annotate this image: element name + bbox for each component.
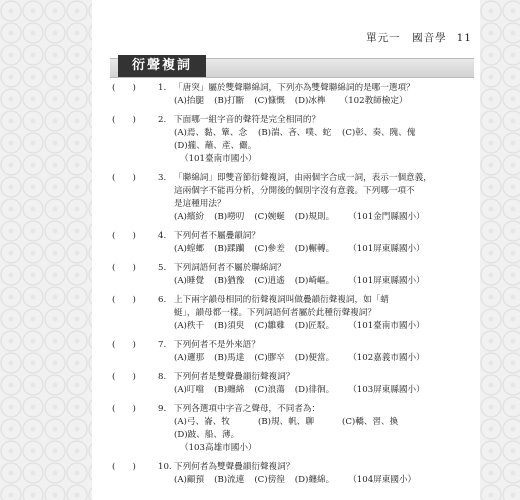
exam-source: （101臺南市國小） xyxy=(348,321,425,331)
answer-option: (D)崎嶇。 xyxy=(294,276,335,286)
answer-option: (B)纏綿 xyxy=(214,385,245,395)
answer-blank: ( ) xyxy=(112,115,136,125)
answer-blank: ( ) xyxy=(112,83,136,93)
question-number: 8. xyxy=(158,372,167,382)
answer-option: (A)繽紛 xyxy=(174,212,205,222)
answer-blank: ( ) xyxy=(112,340,136,350)
answer-option: (A)邏那 xyxy=(174,353,205,363)
decorative-border-left xyxy=(0,0,92,500)
answer-option: (C)雛雞 xyxy=(254,321,285,331)
question-text: 下列各選項中字音之聲母，不同者為： xyxy=(174,404,321,414)
answer-option: (C)彰、奏、隗、傀 xyxy=(342,128,416,138)
answer-blank: ( ) xyxy=(112,173,136,183)
answer-option: (C)膠卒 xyxy=(254,353,285,363)
answer-option: (C)逍遙 xyxy=(254,276,285,286)
question-text: 「唐突」屬於雙聲聯綿詞，下列亦為雙聲聯綿詞的是哪一選項？ xyxy=(174,83,415,93)
answer-option: (B)打斷 xyxy=(214,96,245,106)
answer-option: (A)抬腿 xyxy=(174,96,205,106)
answer-option: (D)跛、船、薄。 xyxy=(174,430,240,440)
answer-option: (A)蝗螂 xyxy=(174,244,205,254)
question-number: 6. xyxy=(158,295,167,305)
answer-option: (A)叮噹 xyxy=(174,385,205,395)
option-list xyxy=(174,352,474,365)
answer-option: (C)傍徨 xyxy=(254,475,285,485)
exam-source: （101金門縣國小） xyxy=(348,212,425,222)
question-item xyxy=(112,172,474,224)
answer-option: (B)蹂躪 xyxy=(214,244,245,254)
question-text: 是這種用法？ xyxy=(174,199,226,209)
question-number: 1. xyxy=(158,83,167,93)
question-text: 上下兩字韻母相同的衍聲複詞叫做疊韻衍聲複詞，如「蜻 xyxy=(174,295,389,305)
option-list xyxy=(174,127,474,166)
question-number: 3. xyxy=(158,173,167,183)
document-page xyxy=(92,0,480,500)
question-text: 下列何者為雙聲疊韻衍聲複詞？ xyxy=(174,462,295,472)
option-list xyxy=(174,275,474,288)
answer-option: (B)流連 xyxy=(214,475,245,485)
question-item xyxy=(112,230,474,256)
answer-option: (A)顧預 xyxy=(174,475,205,485)
exam-source: （102嘉義市國小） xyxy=(348,353,425,363)
question-item xyxy=(112,371,474,397)
answer-option: (D)攏、蘸、產、儼。 xyxy=(174,141,257,151)
question-number: 4. xyxy=(158,231,167,241)
answer-option: (D)便當。 xyxy=(294,353,335,363)
question-number: 2. xyxy=(158,115,167,125)
question-text: 下列何者不是外來語？ xyxy=(174,340,260,350)
answer-option: (D)纏綿。 xyxy=(294,475,335,485)
question-text: 「聯綿詞」即雙音節衍聲複詞，由兩個字合成一詞，表示一個意義， xyxy=(174,173,432,183)
question-item xyxy=(112,339,474,365)
page-number: 11 xyxy=(456,32,472,44)
question-list xyxy=(112,82,474,493)
question-text: 下面哪一組字音的聲符是完全相同的？ xyxy=(174,115,321,125)
answer-option: (C)參差 xyxy=(254,244,285,254)
answer-option: (C)轎、習、換 xyxy=(342,417,399,427)
question-number: 5. xyxy=(158,263,167,273)
exam-source: （101屏東縣國小） xyxy=(348,244,425,254)
answer-option: (C)浪蕩 xyxy=(254,385,285,395)
exam-source: （103高雄市國小） xyxy=(180,443,257,453)
answer-option: (D)匠駁。 xyxy=(294,321,335,331)
question-item xyxy=(112,461,474,487)
question-text: 這兩個字不能再分析，分開後的個別字沒有意義。下列哪一項不 xyxy=(174,186,415,196)
exam-source: （101屏東縣國小） xyxy=(348,276,425,286)
section-title: 衍聲複詞 xyxy=(118,55,206,77)
answer-blank: ( ) xyxy=(112,404,136,414)
question-text: 蜓」，韻母都一樣。下列詞語何者屬於此種衍聲複詞？ xyxy=(174,308,376,318)
question-text: 下列何者是雙聲疊韻衍聲複詞？ xyxy=(174,372,295,382)
answer-option: (D)徘徊。 xyxy=(294,385,335,395)
answer-option: (A)弓、崙、牧 xyxy=(174,417,230,427)
answer-option: (C)婉蜒 xyxy=(254,212,285,222)
answer-option: (B)猶豫 xyxy=(214,276,245,286)
answer-option: (A)睡覺 xyxy=(174,276,205,286)
answer-option: (A)焉、黏、簞、念 xyxy=(174,128,248,138)
answer-option: (B)湍、吝、噗、蛇 xyxy=(258,128,332,138)
option-list xyxy=(174,211,474,224)
exam-source: （104屏東國小） xyxy=(348,475,417,485)
answer-blank: ( ) xyxy=(112,372,136,382)
question-item xyxy=(112,403,474,455)
question-item xyxy=(112,114,474,166)
question-item xyxy=(112,294,474,333)
answer-option: (D)輾轉。 xyxy=(294,244,335,254)
answer-option: (D)冰榫 xyxy=(294,96,326,106)
exam-source: （102教師檢定） xyxy=(339,96,408,106)
question-number: 9. xyxy=(158,404,167,414)
question-item xyxy=(112,262,474,288)
answer-blank: ( ) xyxy=(112,462,136,472)
answer-option: (B)規、帆、聊 xyxy=(258,417,314,427)
option-list xyxy=(174,95,474,108)
question-number: 10. xyxy=(158,462,172,472)
question-text: 下列何者不屬疊韻詞？ xyxy=(174,231,260,241)
answer-option: (D)規則。 xyxy=(294,212,335,222)
option-list xyxy=(174,384,474,397)
option-list xyxy=(174,243,474,256)
exam-source: （101臺南市國小） xyxy=(180,154,257,164)
header-title: 單元一 國音學 xyxy=(366,32,447,44)
answer-blank: ( ) xyxy=(112,263,136,273)
decorative-border-right xyxy=(480,0,520,500)
option-list xyxy=(174,320,474,333)
answer-blank: ( ) xyxy=(112,231,136,241)
answer-option: (B)馬達 xyxy=(214,353,245,363)
option-list xyxy=(174,474,474,487)
answer-option: (C)慷慨 xyxy=(254,96,285,106)
exam-source: （103屏東縣國小） xyxy=(348,385,425,395)
answer-option: (B)須臾 xyxy=(214,321,245,331)
question-item xyxy=(112,82,474,108)
answer-option: (B)嘮叨 xyxy=(214,212,245,222)
page-header xyxy=(366,30,472,45)
option-list xyxy=(174,416,474,455)
answer-option: (A)秩千 xyxy=(174,321,205,331)
question-text: 下列詞語何者不屬於聯綿詞？ xyxy=(174,263,286,273)
answer-blank: ( ) xyxy=(112,295,136,305)
question-number: 7. xyxy=(158,340,167,350)
